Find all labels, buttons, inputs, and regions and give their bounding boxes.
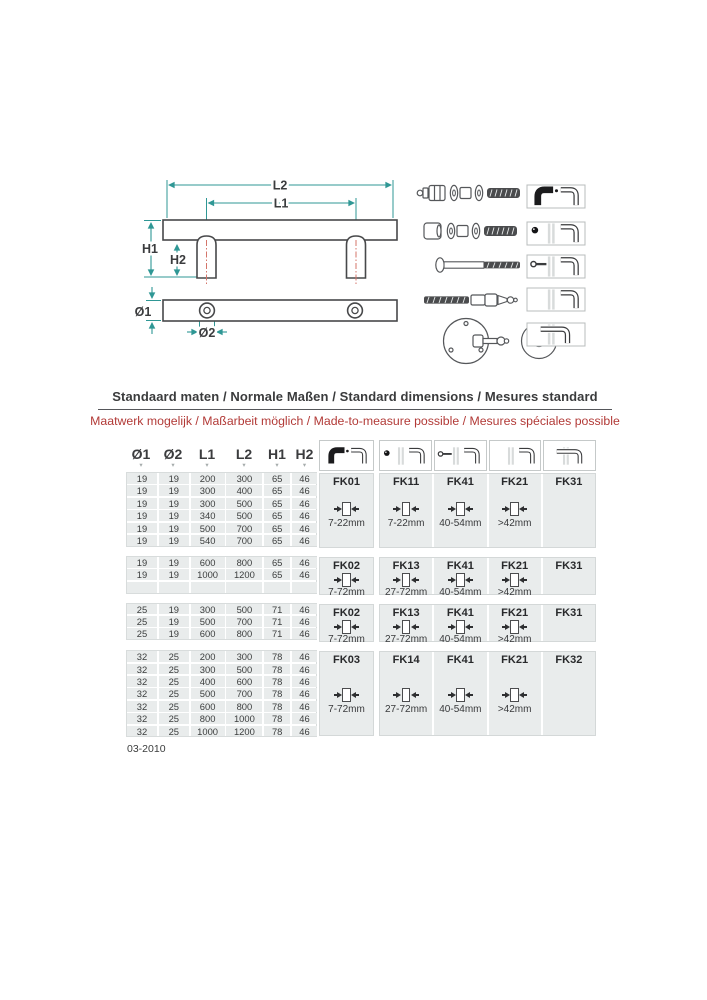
sort-arrow-icon: ▾ bbox=[171, 462, 175, 469]
cell-l2 bbox=[226, 582, 262, 593]
fk-cell-fk11: FK11 7-22mm bbox=[380, 474, 432, 547]
cell-d2: 19 bbox=[159, 557, 189, 568]
table-group-32 bbox=[126, 650, 317, 737]
thickness-icon bbox=[393, 620, 419, 634]
cell-l2: 700 bbox=[226, 616, 262, 627]
table-row bbox=[127, 473, 316, 484]
dimensions-table bbox=[126, 446, 317, 746]
cell-h2: 46 bbox=[292, 713, 317, 724]
table-row bbox=[127, 557, 316, 568]
fk-cell-fk02: FK02 7-72mm bbox=[319, 604, 374, 642]
table-row bbox=[127, 569, 316, 580]
col-header-h1: H1 ▾ bbox=[268, 446, 286, 469]
sort-arrow-icon: ▾ bbox=[302, 462, 307, 469]
fk-cell-fk31: FK31 bbox=[543, 605, 595, 641]
title-underline bbox=[98, 388, 611, 410]
cell-l1: 300 bbox=[191, 604, 225, 615]
table-row bbox=[127, 628, 316, 639]
cell-l2: 400 bbox=[226, 485, 262, 496]
cell-l1: 300 bbox=[191, 498, 225, 509]
cell-l1: 500 bbox=[191, 523, 225, 534]
thickness-icon bbox=[334, 573, 360, 587]
cell-h2: 46 bbox=[292, 616, 317, 627]
cell-l2: 1200 bbox=[226, 726, 262, 737]
thickness-icon bbox=[334, 620, 360, 634]
cell-h2: 46 bbox=[292, 473, 317, 484]
thickness-icon bbox=[393, 688, 419, 702]
made-to-measure-subtitle: Maatwerk mogelijk / Maßarbeit möglich / Made-to-measure possible / Mesures spéciales possible bbox=[90, 414, 620, 428]
cell-d1: 32 bbox=[127, 701, 157, 712]
fastener-row-fk41 bbox=[436, 258, 520, 272]
fk-cell-fk41: FK41 40-54mm bbox=[434, 558, 486, 594]
standard-dimensions-title: Standaard maten / Normale Maßen / Standard dimensions / Mesures standard bbox=[112, 389, 598, 404]
cell-d2: 25 bbox=[159, 713, 189, 724]
cell-h2: 46 bbox=[292, 628, 317, 639]
fk-cell-fk13: FK13 27-72mm bbox=[380, 605, 432, 641]
section-header bbox=[55, 388, 655, 428]
cell-h2: 46 bbox=[292, 701, 317, 712]
label-l2: L2 bbox=[272, 178, 288, 193]
table-row bbox=[127, 523, 316, 534]
cell-l1: 300 bbox=[191, 664, 225, 675]
cell-l1: 600 bbox=[191, 628, 225, 639]
fk-cell-fk02: FK02 7-72mm bbox=[319, 557, 374, 595]
thickness-icon bbox=[448, 573, 474, 587]
table-group-19-long bbox=[126, 556, 317, 594]
label-l1: L1 bbox=[273, 196, 289, 211]
fixing-sets-illustration bbox=[415, 168, 615, 368]
cell-l2: 1000 bbox=[226, 713, 262, 724]
fk-icon-cell bbox=[543, 440, 596, 471]
cell-d2: 25 bbox=[159, 688, 189, 699]
cell-l2: 500 bbox=[226, 510, 262, 521]
cell-h2: 46 bbox=[292, 523, 317, 534]
cell-h1: 65 bbox=[264, 485, 290, 496]
thickness-icon bbox=[502, 688, 528, 702]
table-row bbox=[127, 651, 316, 662]
cell-h2: 46 bbox=[292, 557, 317, 568]
cell-l2: 300 bbox=[226, 651, 262, 662]
dimensions-table-header bbox=[126, 446, 317, 469]
cell-h1: 78 bbox=[264, 664, 290, 675]
cell-h2: 46 bbox=[292, 498, 317, 509]
through-wall-rosette-icon bbox=[546, 445, 594, 467]
cell-l2: 700 bbox=[226, 688, 262, 699]
cell-h1: 78 bbox=[264, 701, 290, 712]
cell-d1: 32 bbox=[127, 651, 157, 662]
cell-d2: 25 bbox=[159, 664, 189, 675]
thickness-icon bbox=[448, 502, 474, 516]
cell-l2: 300 bbox=[226, 473, 262, 484]
fk-cell-fk21: FK21 >42mm bbox=[489, 558, 541, 594]
label-d1: Ø1 bbox=[134, 305, 152, 319]
fk-block-1 bbox=[319, 473, 596, 548]
cell-d1: 19 bbox=[127, 510, 157, 521]
cell-d1 bbox=[127, 582, 157, 593]
cell-d1: 32 bbox=[127, 688, 157, 699]
table-row bbox=[127, 485, 316, 496]
fk-block-2 bbox=[319, 557, 596, 598]
cell-l2: 800 bbox=[226, 628, 262, 639]
cell-d2: 19 bbox=[159, 473, 189, 484]
post-centerlines bbox=[207, 240, 357, 286]
fk-cell-fk21: FK21 >42mm bbox=[489, 652, 541, 735]
table-row bbox=[127, 510, 316, 521]
cell-h2: 46 bbox=[292, 688, 317, 699]
cell-l1: 200 bbox=[191, 473, 225, 484]
thickness-icon bbox=[502, 573, 528, 587]
cell-h1: 65 bbox=[264, 535, 290, 546]
cell-d2: 25 bbox=[159, 726, 189, 737]
fk-group bbox=[379, 604, 596, 645]
label-d2: Ø2 bbox=[198, 326, 216, 340]
cell-d1: 32 bbox=[127, 676, 157, 687]
cell-h2: 46 bbox=[292, 604, 317, 615]
cell-l2: 500 bbox=[226, 498, 262, 509]
cell-d1: 19 bbox=[127, 569, 157, 580]
fk-cell-fk21: FK21 >42mm bbox=[489, 474, 541, 547]
fk-cell-fk21: FK21 >42mm bbox=[489, 605, 541, 641]
label-h2: H2 bbox=[170, 253, 186, 267]
cell-d2 bbox=[159, 582, 189, 593]
cell-d1: 32 bbox=[127, 726, 157, 737]
cell-h1: 65 bbox=[264, 557, 290, 568]
table-row bbox=[127, 664, 316, 675]
cell-h1: 78 bbox=[264, 651, 290, 662]
cell-d2: 19 bbox=[159, 485, 189, 496]
cell-d2: 25 bbox=[159, 676, 189, 687]
thickness-icon bbox=[334, 688, 360, 702]
cell-d2: 19 bbox=[159, 604, 189, 615]
fk-group bbox=[379, 651, 596, 736]
cell-d2: 19 bbox=[159, 628, 189, 639]
cell-h1: 78 bbox=[264, 726, 290, 737]
cell-h1: 65 bbox=[264, 510, 290, 521]
cell-h1: 65 bbox=[264, 569, 290, 580]
cell-l1: 600 bbox=[191, 701, 225, 712]
fastener-row-fk21 bbox=[424, 294, 517, 306]
cell-d2: 25 bbox=[159, 701, 189, 712]
cell-l1: 300 bbox=[191, 485, 225, 496]
cell-h1 bbox=[264, 582, 290, 593]
fk-cell-fk41: FK41 40-54mm bbox=[434, 605, 486, 641]
table-row bbox=[127, 535, 316, 546]
fk-cell-fk13: FK13 27-72mm bbox=[380, 558, 432, 594]
sort-arrow-icon: ▾ bbox=[205, 462, 209, 469]
cell-h2: 46 bbox=[292, 510, 317, 521]
fastener-row-fk11 bbox=[424, 223, 441, 239]
cell-d1: 25 bbox=[127, 604, 157, 615]
cell-l2: 700 bbox=[226, 523, 262, 534]
date-code: 03-2010 bbox=[127, 743, 166, 755]
fk-cell-fk41: FK41 40-54mm bbox=[434, 652, 486, 735]
single-side-fix-glass-icon bbox=[381, 445, 429, 467]
cell-d2: 19 bbox=[159, 569, 189, 580]
cell-d2: 25 bbox=[159, 651, 189, 662]
cell-h2: 46 bbox=[292, 726, 317, 737]
cell-d1: 32 bbox=[127, 713, 157, 724]
cell-h1: 65 bbox=[264, 498, 290, 509]
cell-l1: 340 bbox=[191, 510, 225, 521]
fk-icon-group bbox=[379, 440, 596, 471]
table-row bbox=[127, 582, 316, 593]
table-row bbox=[127, 498, 316, 509]
thickness-icon bbox=[502, 502, 528, 516]
table-row bbox=[127, 713, 316, 724]
col-header-l1: L1 ▾ bbox=[198, 446, 216, 469]
cell-l1: 200 bbox=[191, 651, 225, 662]
thickness-icon bbox=[448, 620, 474, 634]
cell-h2: 46 bbox=[292, 535, 317, 546]
cell-d1: 19 bbox=[127, 498, 157, 509]
cell-d2: 19 bbox=[159, 616, 189, 627]
fk-cell-fk32: FK32 bbox=[543, 652, 595, 735]
fastener-row-fk01 bbox=[417, 186, 445, 201]
cell-l1: 540 bbox=[191, 535, 225, 546]
cell-d1: 25 bbox=[127, 628, 157, 639]
table-row bbox=[127, 616, 316, 627]
table-row bbox=[127, 676, 316, 687]
fk-cell-fk03: FK03 7-72mm bbox=[319, 651, 374, 736]
col-header-h2: H2 ▾ bbox=[295, 446, 314, 469]
col-header-d2: Ø2 ▾ bbox=[163, 446, 183, 469]
cell-d1: 19 bbox=[127, 485, 157, 496]
fk-group bbox=[379, 557, 596, 598]
fk-cell-fk14: FK14 27-72mm bbox=[380, 652, 432, 735]
cell-d2: 19 bbox=[159, 523, 189, 534]
cell-l1 bbox=[191, 582, 225, 593]
table-row bbox=[127, 688, 316, 699]
table-group-19 bbox=[126, 472, 317, 547]
fk-cell-fk41: FK41 40-54mm bbox=[434, 474, 486, 547]
fk-block-3 bbox=[319, 604, 596, 645]
fk-icon-row bbox=[319, 440, 596, 471]
cell-l1: 600 bbox=[191, 557, 225, 568]
fk-icon-cell bbox=[489, 440, 542, 471]
table-row bbox=[127, 726, 316, 737]
fk-icon-cell bbox=[379, 440, 432, 471]
cell-h2: 46 bbox=[292, 569, 317, 580]
table-row bbox=[127, 604, 316, 615]
cell-h1: 78 bbox=[264, 676, 290, 687]
thickness-icon bbox=[393, 573, 419, 587]
cell-l1: 400 bbox=[191, 676, 225, 687]
handle-side-view bbox=[163, 220, 397, 278]
cell-l1: 800 bbox=[191, 713, 225, 724]
cell-h2: 46 bbox=[292, 485, 317, 496]
fk-icon-cell bbox=[434, 440, 487, 471]
fk-cell-fk31: FK31 bbox=[543, 558, 595, 594]
cell-l2: 500 bbox=[226, 604, 262, 615]
cell-h1: 65 bbox=[264, 473, 290, 484]
cell-d2: 19 bbox=[159, 498, 189, 509]
blind-fix-glass-icon bbox=[491, 445, 539, 467]
table-row bbox=[127, 701, 316, 712]
cell-l1: 500 bbox=[191, 688, 225, 699]
fk-cell-fk01: FK01 7-22mm bbox=[319, 473, 374, 548]
cell-l2: 1200 bbox=[226, 569, 262, 580]
cell-l1: 1000 bbox=[191, 726, 225, 737]
cell-d1: 19 bbox=[127, 523, 157, 534]
fk-cell-fk31: FK31 bbox=[543, 474, 595, 547]
cell-d1: 19 bbox=[127, 557, 157, 568]
label-h1: H1 bbox=[142, 242, 158, 256]
cell-l2: 500 bbox=[226, 664, 262, 675]
sort-arrow-icon: ▾ bbox=[275, 462, 279, 469]
sort-arrow-icon: ▾ bbox=[242, 462, 246, 469]
cell-h1: 65 bbox=[264, 523, 290, 534]
thickness-icon bbox=[448, 688, 474, 702]
cell-l2: 800 bbox=[226, 557, 262, 568]
cell-l1: 1000 bbox=[191, 569, 225, 580]
fk-icon-cell bbox=[319, 440, 374, 471]
col-header-l2: L2 ▾ bbox=[235, 446, 253, 469]
cell-h2 bbox=[292, 582, 317, 593]
pair-back-to-back-icon bbox=[323, 445, 371, 467]
cell-d2: 19 bbox=[159, 510, 189, 521]
col-header-d1: Ø1 ▾ bbox=[131, 446, 151, 469]
thickness-icon bbox=[393, 502, 419, 516]
cell-d1: 19 bbox=[127, 473, 157, 484]
cell-h2: 46 bbox=[292, 664, 317, 675]
cell-l1: 500 bbox=[191, 616, 225, 627]
handle-technical-drawing bbox=[110, 160, 430, 360]
thickness-icon bbox=[502, 620, 528, 634]
sort-arrow-icon: ▾ bbox=[139, 462, 143, 469]
cell-h1: 71 bbox=[264, 616, 290, 627]
fk-group bbox=[379, 473, 596, 548]
cell-h1: 71 bbox=[264, 628, 290, 639]
cell-h2: 46 bbox=[292, 676, 317, 687]
handle-bottom-view bbox=[163, 300, 397, 321]
fk-block-4 bbox=[319, 651, 596, 736]
cell-h1: 71 bbox=[264, 604, 290, 615]
table-group-25 bbox=[126, 603, 317, 641]
cell-h2: 46 bbox=[292, 651, 317, 662]
cell-h1: 78 bbox=[264, 713, 290, 724]
cell-l2: 600 bbox=[226, 676, 262, 687]
cell-d1: 32 bbox=[127, 664, 157, 675]
cell-d1: 19 bbox=[127, 535, 157, 546]
cell-d1: 25 bbox=[127, 616, 157, 627]
cell-h1: 78 bbox=[264, 688, 290, 699]
cell-d2: 19 bbox=[159, 535, 189, 546]
thickness-icon bbox=[334, 502, 360, 516]
cell-l2: 800 bbox=[226, 701, 262, 712]
bolt-through-glass-icon bbox=[436, 445, 484, 467]
cell-l2: 700 bbox=[226, 535, 262, 546]
